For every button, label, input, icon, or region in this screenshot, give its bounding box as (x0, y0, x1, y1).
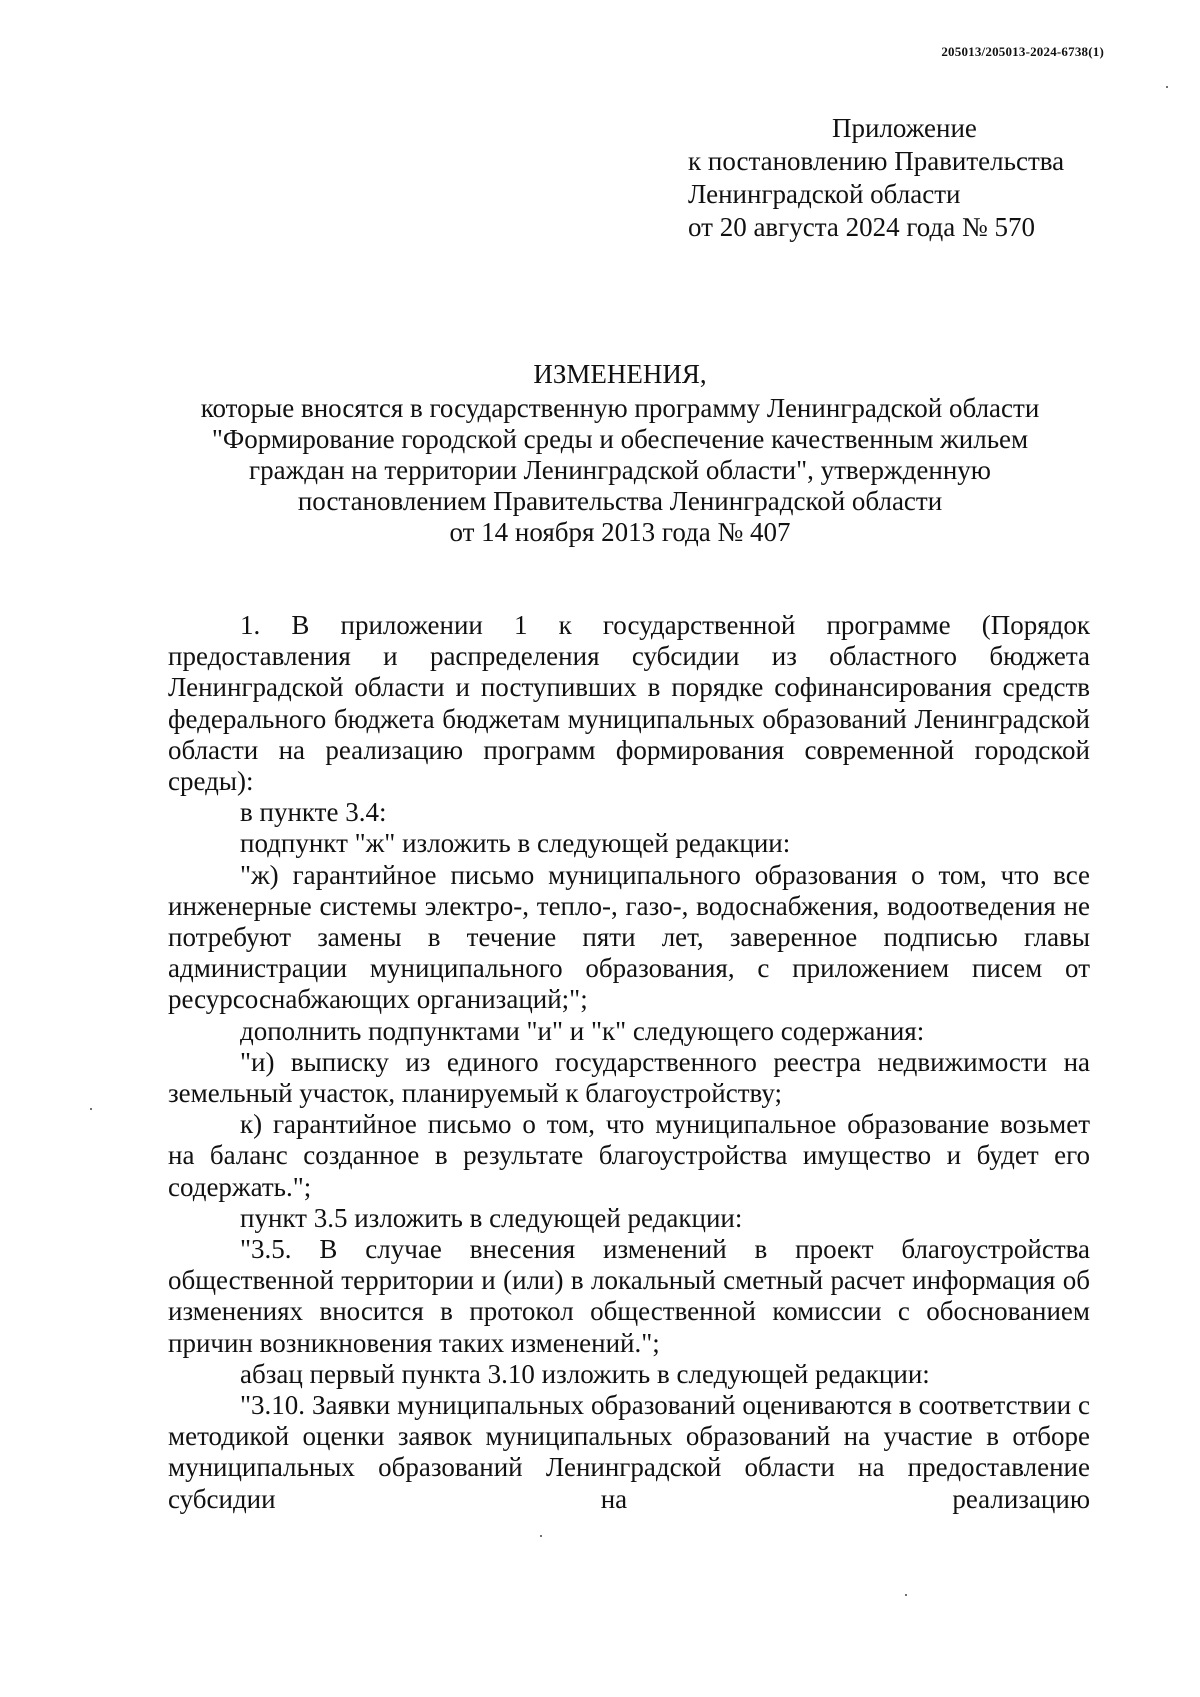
title-line: от 14 ноября 2013 года № 407 (449, 517, 791, 547)
scan-speck (540, 1535, 542, 1537)
body-paragraph: дополнить подпунктами "и" и "к" следующего содержания: (240, 1015, 925, 1046)
body-paragraph: подпункт "ж" изложить в следующей редакции: (240, 828, 791, 859)
document-title (150, 359, 1090, 548)
appendix-line: от 20 августа 2024 года № 570 (688, 212, 1035, 242)
appendix-line: к постановлению Правительства (688, 146, 1065, 176)
title-line: постановлением Правительства Ленинградской области (297, 486, 943, 516)
title-line: которые вносятся в государственную программу Ленинградской области (200, 393, 1040, 423)
scan-speck (1166, 86, 1168, 88)
body-paragraph: "3.5. В случае внесения изменений в проект благоустройства общественной территории и (или) в локальный сметный расчет информация об изменениях вносится в протокол общественной комиссии с обоснованием причин возникновения таких изменений."; (168, 1234, 1090, 1358)
body-paragraph: "и) выписку из единого государственного реестра недвижимости на земельный участок, планируемый к благоустройству; (168, 1046, 1090, 1109)
document-body (168, 610, 1090, 1515)
body-paragraph: к) гарантийное письмо о том, что муниципальное образование возьмет на баланс созданное в результате благоустройства имущество и будет его содержать."; (168, 1109, 1090, 1202)
document-id: 205013/205013-2024-6738(1) (941, 44, 1104, 59)
scan-speck (90, 1108, 92, 1110)
appendix-line: Ленинградской области (688, 179, 961, 209)
title-line: "Формирование городской среды и обеспечение качественным жильем (211, 424, 1029, 454)
body-paragraph: 1. В приложении 1 к государственной программе (Порядок предоставления и распределения субсидии из областного бюджета Ленинградской области и поступивших в порядке софинансирования средств федерального бюджета бюджетам муниципальных образований Ленинградской области на реализацию программ формирования современной городской среды): (168, 610, 1090, 797)
body-paragraph: абзац первый пункта 3.10 изложить в следующей редакции: (240, 1358, 930, 1389)
title-heading: ИЗМЕНЕНИЯ, (533, 359, 707, 389)
body-paragraph: "3.10. Заявки муниципальных образований оцениваются в соответствии с методикой оценки заявок муниципальных образований на участие в отборе муниципальных образований Ленинградской области на предоставление субсидии на реализацию (168, 1390, 1090, 1514)
body-paragraph: "ж) гарантийное письмо муниципального образования о том, что все инженерные системы электро-, тепло-, газо-, водоснабжения, водоотведения не потребуют замены в течение пяти лет, заверенное подписью главы администрации муниципального образования, с приложением писем от ресурсоснабжающих организаций;"; (168, 859, 1090, 1015)
scan-speck (905, 1594, 907, 1596)
body-paragraph: пункт 3.5 изложить в следующей редакции: (240, 1202, 743, 1233)
title-line: граждан на территории Ленинградской области", утвержденную (249, 455, 991, 485)
body-paragraph: в пункте 3.4: (240, 797, 387, 828)
appendix-line: Приложение (832, 113, 977, 143)
appendix-block (688, 112, 1128, 244)
